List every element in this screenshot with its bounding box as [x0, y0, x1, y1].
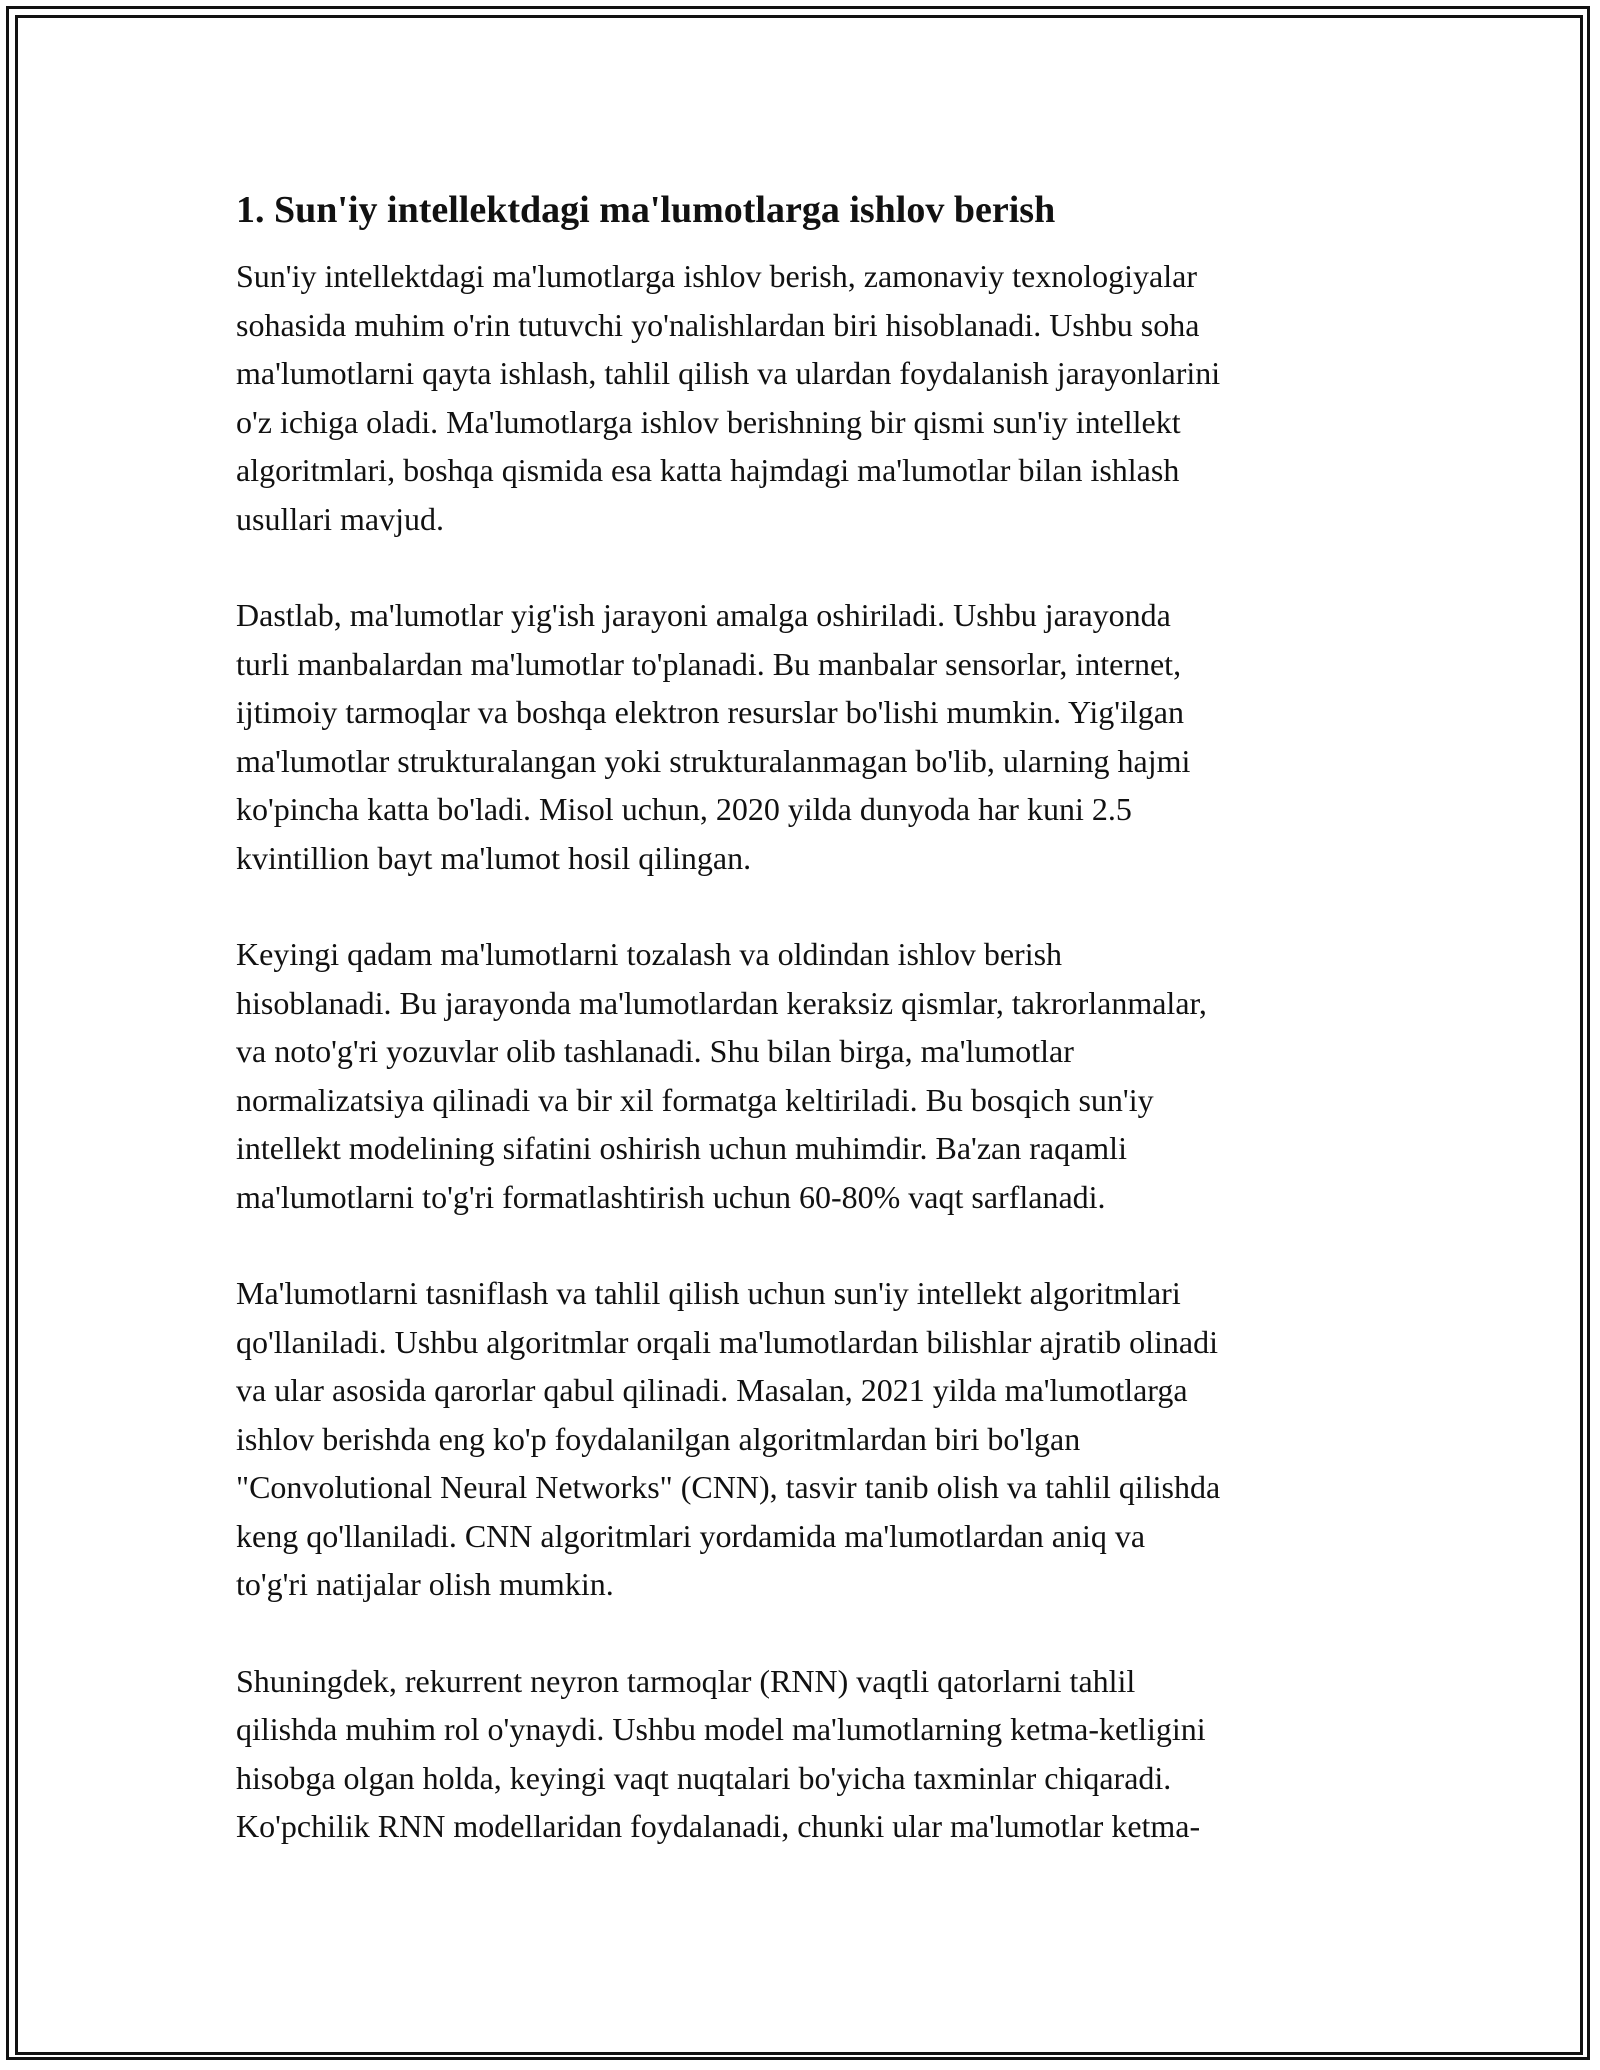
paragraph-line: ishlov berishda eng ko'p foydalanilgan algoritmlardan biri bo'lgan: [236, 1420, 1081, 1457]
paragraph-line: usullari mavjud.: [236, 500, 444, 537]
paragraph-line: o'z ichiga oladi. Ma'lumotlarga ishlov berishning bir qismi sun'iy intellekt: [236, 403, 1181, 440]
paragraph-line: va ular asosida qarorlar qabul qilinadi. Masalan, 2021 yilda ma'lumotlarga: [236, 1372, 1188, 1408]
paragraph-line: to'g'ri natijalar olish mumkin.: [236, 1566, 614, 1602]
paragraph-line: kvintillion bayt ma'lumot hosil qilingan.: [236, 839, 752, 876]
paragraph-line: ko'pincha katta bo'ladi. Misol uchun, 2020 yilda dunyoda har kuni 2.5: [236, 791, 1132, 827]
paragraph-line: sohasida muhim o'rin tutuvchi yo'nalishlardan biri hisoblanadi. Ushbu soha: [236, 306, 1200, 343]
paragraph-line: Keyingi qadam ma'lumotlarni tozalash va oldindan ishlov berish: [236, 936, 1063, 972]
paragraph-line: ma'lumotlarni qayta ishlash, tahlil qilish va ulardan foydalanish jarayonlarini: [236, 355, 1221, 391]
paragraph: [236, 591, 1376, 882]
paragraph: [236, 252, 1376, 543]
paragraph-line: algoritmlari, boshqa qismida esa katta hajmdagi ma'lumotlar bilan ishlash: [236, 452, 1180, 488]
section-heading: 1. Sun'iy intellektdagi ma'lumotlarga ishlov berish: [236, 189, 1056, 231]
document-body: [236, 186, 1376, 1899]
paragraph-line: normalizatsiya qilinadi va bir xil formatga keltiriladi. Bu bosqich sun'iy: [236, 1081, 1154, 1118]
paragraphs-container: [236, 252, 1376, 1851]
paragraph-line: ma'lumotlar strukturalangan yoki strukturalanmagan bo'lib, ularning hajmi: [236, 742, 1191, 779]
paragraph-line: qilishda muhim rol o'ynaydi. Ushbu model ma'lumotlarning ketma-ketligini: [236, 1711, 1206, 1747]
paragraph-line: hisoblanadi. Bu jarayonda ma'lumotlardan keraksiz qismlar, takrorlanmalar,: [236, 984, 1207, 1021]
paragraph-line: va noto'g'ri yozuvlar olib tashlanadi. Shu bilan birga, ma'lumotlar: [236, 1033, 1074, 1069]
paragraph: [236, 930, 1376, 1221]
paragraph-line: turli manbalardan ma'lumotlar to'planadi. Bu manbalar sensorlar, internet,: [236, 645, 1182, 682]
paragraph-line: "Convolutional Neural Networks" (CNN), tasvir tanib olish va tahlil qilishda: [236, 1469, 1221, 1505]
paragraph-line: keng qo'llaniladi. CNN algoritmlari yordamida ma'lumotlardan aniq va: [236, 1517, 1146, 1554]
paragraph-line: qo'llaniladi. Ushbu algoritmlar orqali ma'lumotlardan bilishlar ajratib olinadi: [236, 1323, 1218, 1360]
paragraph-line: intellekt modelining sifatini oshirish uchun muhimdir. Ba'zan raqamli: [236, 1130, 1127, 1166]
paragraph-line: Dastlab, ma'lumotlar yig'ish jarayoni amalga oshiriladi. Ushbu jarayonda: [236, 597, 1171, 633]
paragraph-line: Sun'iy intellektdagi ma'lumotlarga ishlov berish, zamonaviy texnologiyalar: [236, 258, 1197, 294]
paragraph-line: ijtimoiy tarmoqlar va boshqa elektron resurslar bo'lishi mumkin. Yig'ilgan: [236, 694, 1184, 730]
paragraph-line: Shuningdek, rekurrent neyron tarmoqlar (RNN) vaqtli qatorlarni tahlil: [236, 1662, 1136, 1699]
paragraph-line: Ko'pchilik RNN modellaridan foydalanadi, chunki ular ma'lumotlar ketma-: [236, 1808, 1201, 1844]
paragraph: [236, 1269, 1376, 1609]
paragraph-line: ma'lumotlarni to'g'ri formatlashtirish uchun 60-80% vaqt sarflanadi.: [236, 1178, 1106, 1215]
paragraph-line: Ma'lumotlarni tasniflash va tahlil qilish uchun sun'iy intellekt algoritmlari: [236, 1275, 1181, 1311]
paragraph-line: hisobga olgan holda, keyingi vaqt nuqtalari bo'yicha taxminlar chiqaradi.: [236, 1759, 1172, 1796]
paragraph: [236, 1657, 1376, 1851]
